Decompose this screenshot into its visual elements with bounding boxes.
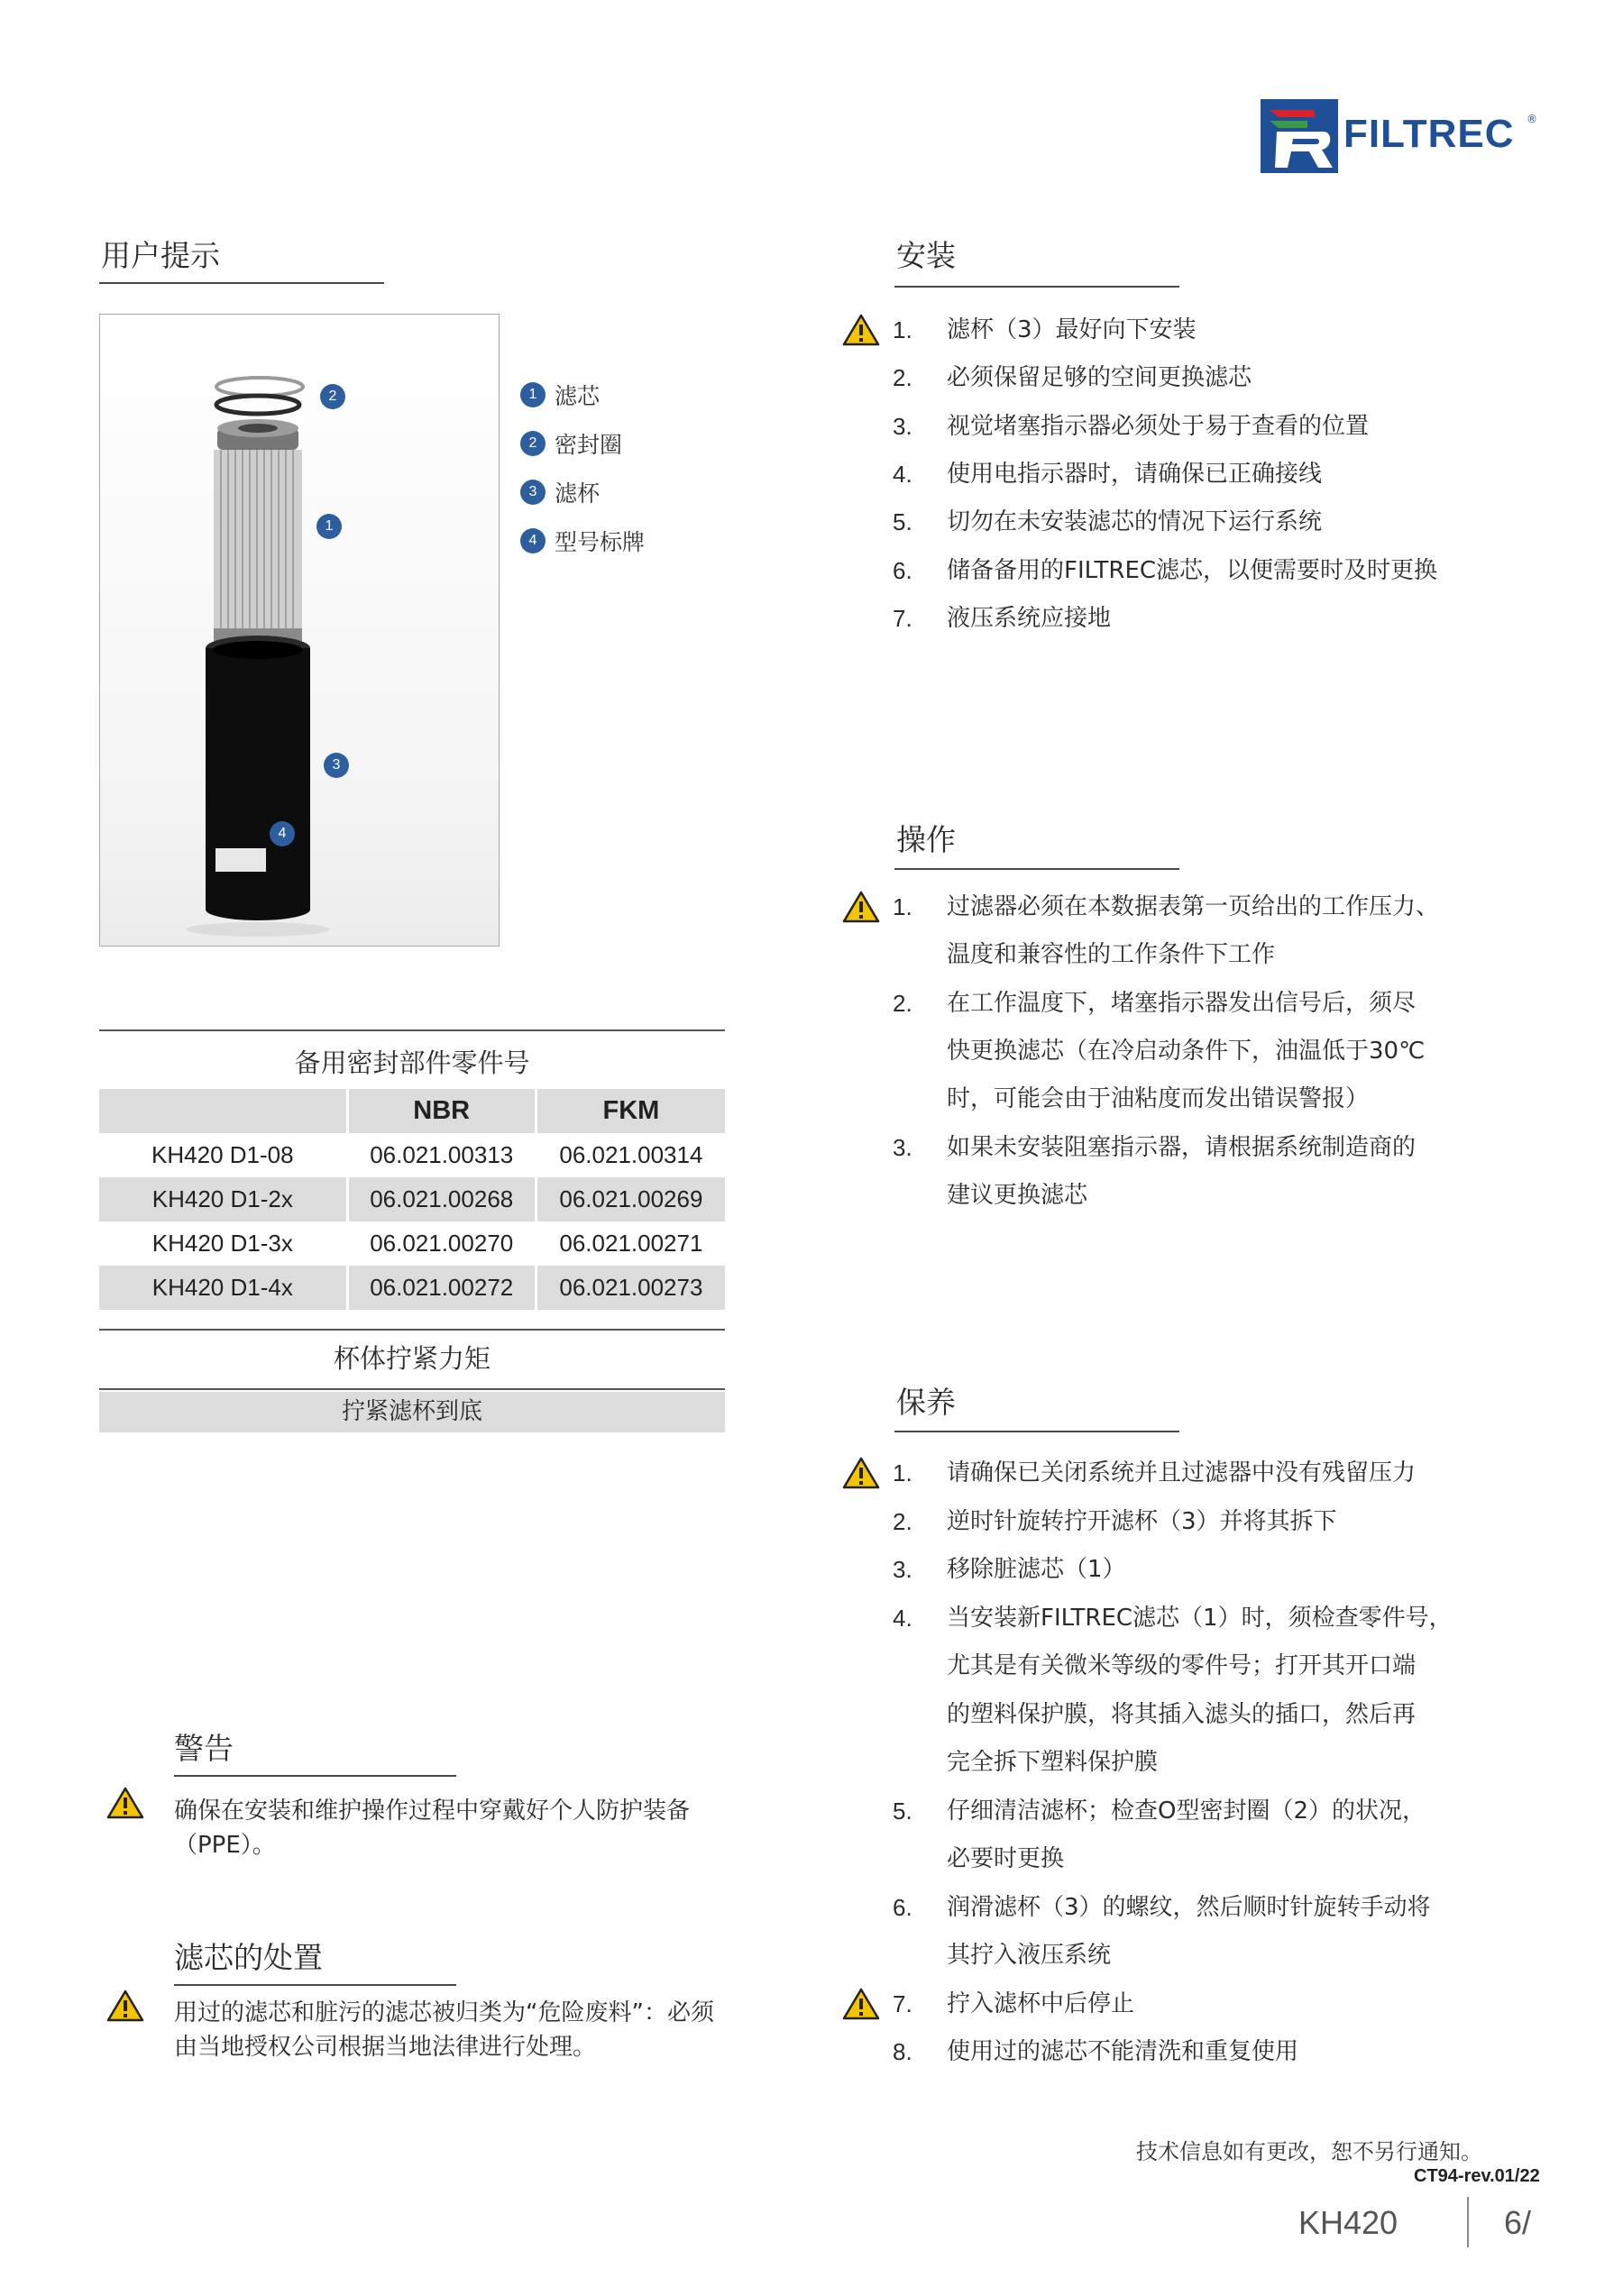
brand-name: FILTREC	[1343, 112, 1515, 156]
table-cell: 06.021.00269	[535, 1177, 725, 1221]
table-cell: 06.021.00314	[535, 1133, 725, 1177]
warning-rule	[174, 1775, 456, 1777]
table-title: 备用密封部件零件号	[294, 1047, 530, 1078]
torque-title: 杯体拧紧力矩	[333, 1343, 491, 1374]
callout-4: 4	[270, 821, 295, 846]
list-item-text: 润滑滤杯（3）的螺纹，然后顺时针旋转手动将	[947, 1893, 1431, 1921]
warning-line-2: （PPE）。	[174, 1832, 276, 1859]
list-item-number: 8.	[893, 2038, 912, 2065]
installation-rule	[894, 286, 1179, 288]
list-item-number: 4.	[893, 1604, 912, 1632]
callout-2: 2	[320, 384, 345, 409]
warning-line-1: 确保在安装和维护操作过程中穿戴好个人防护装备	[174, 1797, 691, 1825]
legend-number: 1	[520, 382, 546, 407]
document-code: CT94-rev.01/22	[1414, 2166, 1540, 2186]
legend-item	[520, 377, 600, 413]
header-cell	[99, 1089, 346, 1133]
list-item-number: 5.	[893, 1797, 912, 1825]
warning-triangle-icon	[842, 1457, 880, 1489]
disposal-title: 滤芯的处置	[174, 1940, 323, 1975]
warning-triangle-icon	[106, 1787, 144, 1819]
callout-1: 1	[316, 514, 342, 539]
operation-rule	[894, 868, 1179, 870]
maintenance-rule	[894, 1431, 1179, 1432]
list-item-text: 温度和兼容性的工作条件下工作	[947, 941, 1276, 969]
list-item-text: 建议更换滤芯	[947, 1181, 1088, 1209]
legend-label: 型号标牌	[555, 529, 646, 555]
list-item-text: 完全拆下塑料保护膜	[947, 1749, 1159, 1776]
table-cell: KH420 D1-2x	[151, 1185, 293, 1212]
list-item-number: 3.	[893, 1556, 912, 1583]
list-item-text: 使用电指示器时，请确保已正确接线	[947, 460, 1323, 488]
list-item-number: 2.	[893, 1507, 912, 1535]
exploded-view-figure	[99, 314, 500, 947]
footer-model: KH420	[1298, 2204, 1398, 2241]
list-item-number: 7.	[893, 604, 912, 632]
list-item-number: 1.	[893, 893, 912, 920]
list-item-text: 必要时更换	[947, 1845, 1065, 1872]
table-row	[99, 1133, 725, 1177]
list-item-text: 液压系统应接地	[947, 604, 1112, 632]
list-item-text: 当安装新FILTREC滤芯（1）时，须检查零件号，	[947, 1604, 1453, 1632]
list-item-number: 1.	[893, 1459, 912, 1486]
table-cell: KH420 D1-4x	[151, 1274, 293, 1301]
callout-3: 3	[324, 753, 349, 778]
table-cell: 06.021.00268	[346, 1177, 535, 1221]
torque-value: 拧紧滤杯到底	[99, 1392, 725, 1432]
table-cell: 06.021.00270	[346, 1221, 535, 1266]
user-tips-title: 用户提示	[101, 238, 220, 273]
operation-title: 操作	[896, 822, 956, 857]
table-cell: 06.021.00313	[346, 1133, 535, 1177]
legend-item	[520, 425, 622, 462]
list-item-number: 6.	[893, 556, 912, 584]
header-cell-fkm: FKM	[535, 1089, 725, 1133]
legend-label: 滤芯	[555, 383, 601, 409]
list-item-text: 如果未安装阻塞指示器，请根据系统制造商的	[947, 1133, 1417, 1161]
filtrec-logo-icon	[1261, 99, 1338, 173]
maintenance-title: 保养	[896, 1385, 956, 1420]
table-cell: 06.021.00272	[346, 1266, 535, 1310]
list-item-text: 拧入滤杯中后停止	[947, 1990, 1135, 2017]
table-cell: KH420 D1-3x	[151, 1230, 293, 1257]
list-item-text: 滤杯（3）最好向下安装	[947, 316, 1197, 343]
list-item-text: 的塑料保护膜，将其插入滤头的插口，然后再	[947, 1700, 1417, 1728]
legend-label: 密封圈	[555, 432, 623, 458]
table-cell: 06.021.00271	[535, 1221, 725, 1266]
legend-item	[520, 523, 645, 559]
list-item-number: 3.	[893, 412, 912, 440]
list-item-number: 5.	[893, 508, 912, 536]
list-item-number: 6.	[893, 1893, 912, 1921]
warning-triangle-icon	[106, 1990, 144, 2022]
list-item-text: 移除脏滤芯（1）	[947, 1556, 1126, 1583]
list-item-text: 尤其是有关微米等级的零件号；打开其开口端	[947, 1652, 1417, 1679]
table-cell: 06.021.00273	[535, 1266, 725, 1310]
list-item-text: 时，可能会由于油粘度而发出错误警报）	[947, 1085, 1370, 1113]
list-item-text: 切勿在未安装滤芯的情况下运行系统	[947, 508, 1323, 536]
table-row	[99, 1266, 725, 1310]
brand-reg-mark: ®	[1527, 113, 1537, 125]
table-row	[99, 1177, 725, 1221]
legend-item	[520, 474, 600, 510]
list-item-text: 仔细清洁滤杯；检查O型密封圈（2）的状况，	[947, 1797, 1426, 1825]
warning-triangle-icon	[842, 891, 880, 923]
table-row	[99, 1221, 725, 1266]
list-item-text: 储备备用的FILTREC滤芯，以便需要时及时更换	[947, 556, 1438, 584]
list-item-number: 3.	[893, 1133, 912, 1161]
filter-drawing	[100, 315, 499, 946]
list-item-text: 必须保留足够的空间更换滤芯	[947, 364, 1252, 392]
list-item-text: 逆时针旋转拧开滤杯（3）并将其拆下	[947, 1507, 1337, 1535]
disposal-line-1: 用过的滤芯和脏污的滤芯被归类为“危险废料”：必须	[174, 1999, 714, 2026]
footer-separator	[1467, 2197, 1469, 2247]
list-item-text: 过滤器必须在本数据表第一页给出的工作压力、	[947, 893, 1440, 920]
warning-triangle-icon	[842, 1988, 880, 2020]
page-number: 6/	[1504, 2204, 1532, 2241]
legend-label: 滤杯	[555, 480, 601, 507]
legend-number: 4	[520, 528, 546, 553]
table-header-row	[99, 1089, 725, 1133]
spare-seals-table	[99, 1029, 725, 1432]
installation-title: 安装	[896, 238, 956, 273]
seal-ring-upper	[216, 378, 303, 396]
user-tips-rule	[99, 282, 384, 284]
list-item-text: 使用过的滤芯不能清洗和重复使用	[947, 2038, 1299, 2065]
list-item-text: 其拧入液压系统	[947, 1942, 1112, 1969]
list-item-text: 快更换滤芯（在冷启动条件下，油温低于30℃	[947, 1037, 1426, 1065]
list-item-text: 请确保已关闭系统并且过滤器中没有残留压力	[947, 1459, 1417, 1486]
header-cell-nbr: NBR	[346, 1089, 535, 1133]
list-item-number: 2.	[893, 989, 912, 1017]
list-item-number: 4.	[893, 460, 912, 488]
list-item-number: 2.	[893, 364, 912, 392]
footer-disclaimer: 技术信息如有更改，恕不另行通知。	[1136, 2139, 1482, 2164]
list-item-text: 视觉堵塞指示器必须处于易于查看的位置	[947, 412, 1370, 440]
disposal-line-2: 由当地授权公司根据当地法律进行处理。	[174, 2034, 597, 2061]
list-item-number: 1.	[893, 316, 912, 343]
warning-triangle-icon	[842, 314, 880, 346]
table-cell: KH420 D1-08	[151, 1141, 294, 1168]
legend-number: 3	[520, 480, 546, 505]
disposal-rule	[174, 1984, 456, 1986]
o-ring	[216, 396, 299, 414]
warning-title: 警告	[174, 1731, 234, 1766]
list-item-number: 7.	[893, 1990, 912, 2017]
list-item-text: 在工作温度下，堵塞指示器发出信号后，须尽	[947, 989, 1417, 1017]
legend-number: 2	[520, 431, 546, 456]
type-plate	[215, 848, 266, 872]
